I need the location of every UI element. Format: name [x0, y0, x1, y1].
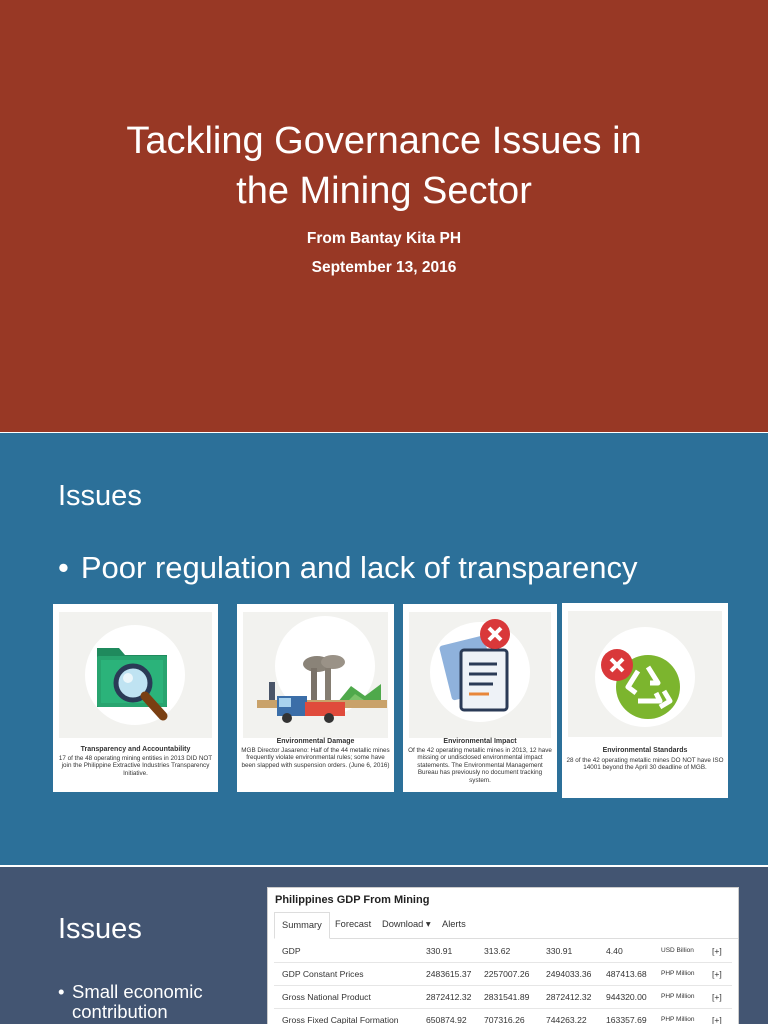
- cell-unit: USD Billion: [661, 947, 694, 954]
- mining-truck-factory-icon: [243, 612, 388, 738]
- slide-source: From Bantay Kita PH: [306, 230, 462, 247]
- bullet-dot: •: [58, 981, 65, 1002]
- expand-button[interactable]: [+]: [712, 992, 722, 1002]
- tab-alerts[interactable]: Alerts: [442, 919, 466, 929]
- bullet-point: [58, 982, 203, 1022]
- bullet-dot: •: [58, 550, 69, 585]
- cell-highest: 2872412.32: [546, 992, 592, 1002]
- gdp-tab-bar: [274, 912, 738, 939]
- row-label[interactable]: GDP: [282, 946, 301, 956]
- title-slide: [0, 0, 768, 432]
- issues-slide-economic: [0, 867, 768, 1024]
- table-row: [274, 940, 732, 963]
- card-title: Environmental Standards: [602, 747, 688, 754]
- tab-summary[interactable]: Summary: [274, 912, 330, 939]
- slide-heading: Issues: [58, 913, 142, 945]
- cell-highest: 744263.22: [546, 1015, 587, 1024]
- gdp-widget-title: Philippines GDP From Mining: [275, 894, 430, 906]
- cell-previous: 2257007.26: [484, 969, 530, 979]
- expand-button[interactable]: [+]: [712, 969, 722, 979]
- slide-heading: Issues: [58, 480, 142, 512]
- card-text: MGB Director Jasareno: Half of the 44 metallic mines frequently violate environmental rules; some have been slapped with suspension orders. (June 6, 2016): [241, 747, 390, 769]
- slide-date: September 13, 2016: [311, 259, 457, 276]
- infographic-card-transparency: [53, 604, 218, 792]
- folder-magnifier-icon: [59, 612, 212, 738]
- row-label[interactable]: GDP Constant Prices: [282, 969, 364, 979]
- cell-last: 2872412.32: [426, 992, 472, 1002]
- cell-unit: PHP Million: [661, 1016, 695, 1023]
- cell-last: 2483615.37: [426, 969, 472, 979]
- cell-lowest: 4.40: [606, 946, 623, 956]
- row-label[interactable]: Gross National Product: [282, 992, 371, 1002]
- infographic-card-standards: [562, 603, 728, 798]
- table-row: [274, 986, 732, 1009]
- table-row: [274, 963, 732, 986]
- card-title: Environmental Impact: [443, 738, 517, 745]
- cell-previous: 2831541.89: [484, 992, 530, 1002]
- tab-forecast[interactable]: Forecast: [335, 919, 372, 929]
- card-text: 28 of the 42 operating metallic mines DO NOT have ISO 14001 beyond the April 30 deadline of MGB.: [566, 757, 724, 772]
- infographic-card-damage: [237, 604, 394, 792]
- card-illustration: [243, 612, 388, 738]
- card-title: Environmental Damage: [276, 738, 355, 745]
- bullet-text: Poor regulation and lack of transparency: [80, 550, 638, 585]
- cell-lowest: 944320.00: [606, 992, 647, 1002]
- expand-button[interactable]: [+]: [712, 946, 722, 956]
- card-illustration: [568, 611, 722, 737]
- row-label[interactable]: Gross Fixed Capital Formation: [282, 1015, 399, 1024]
- issues-slide-regulation: [0, 433, 768, 865]
- gdp-table-screenshot: [267, 887, 739, 1024]
- bullet-point: [58, 550, 637, 586]
- bullet-text-line-1: Small economic: [72, 981, 203, 1002]
- cell-unit: PHP Million: [661, 993, 695, 1000]
- cell-highest: 2494033.36: [546, 969, 592, 979]
- slide-title: [0, 116, 768, 216]
- cell-lowest: 487413.68: [606, 969, 647, 979]
- cell-previous: 707316.26: [484, 1015, 525, 1024]
- card-title: Transparency and Accountability: [80, 746, 191, 753]
- slide-title-line-2: the Mining Sector: [236, 170, 532, 212]
- cell-highest: 330.91: [546, 946, 573, 956]
- infographic-card-impact: [403, 604, 557, 792]
- recycle-x-icon: [568, 611, 722, 737]
- documents-x-icon: [409, 612, 551, 738]
- card-illustration: [59, 612, 212, 738]
- tab-download[interactable]: Download ▾: [382, 919, 431, 929]
- table-row: [274, 1009, 732, 1024]
- card-illustration: [409, 612, 551, 738]
- card-text: Of the 42 operating metallic mines in 2013, 12 have missing or undisclosed environmental impact statements. The Environmental Management Bureau has previously no document tracking system.: [408, 747, 552, 784]
- cell-unit: PHP Million: [661, 970, 695, 977]
- bullet-text-line-2: contribution: [72, 1001, 168, 1022]
- card-text: 17 of the 48 operating mining entities in 2013 DID NOT join the Philippine Extractive Industries Transparency Initiative.: [58, 755, 213, 777]
- slide-title-line-1: Tackling Governance Issues in: [126, 120, 642, 162]
- cell-previous: 313.62: [484, 946, 511, 956]
- cell-lowest: 163357.69: [606, 1015, 647, 1024]
- cell-last: 650874.92: [426, 1015, 467, 1024]
- expand-button[interactable]: [+]: [712, 1015, 722, 1024]
- cell-last: 330.91: [426, 946, 453, 956]
